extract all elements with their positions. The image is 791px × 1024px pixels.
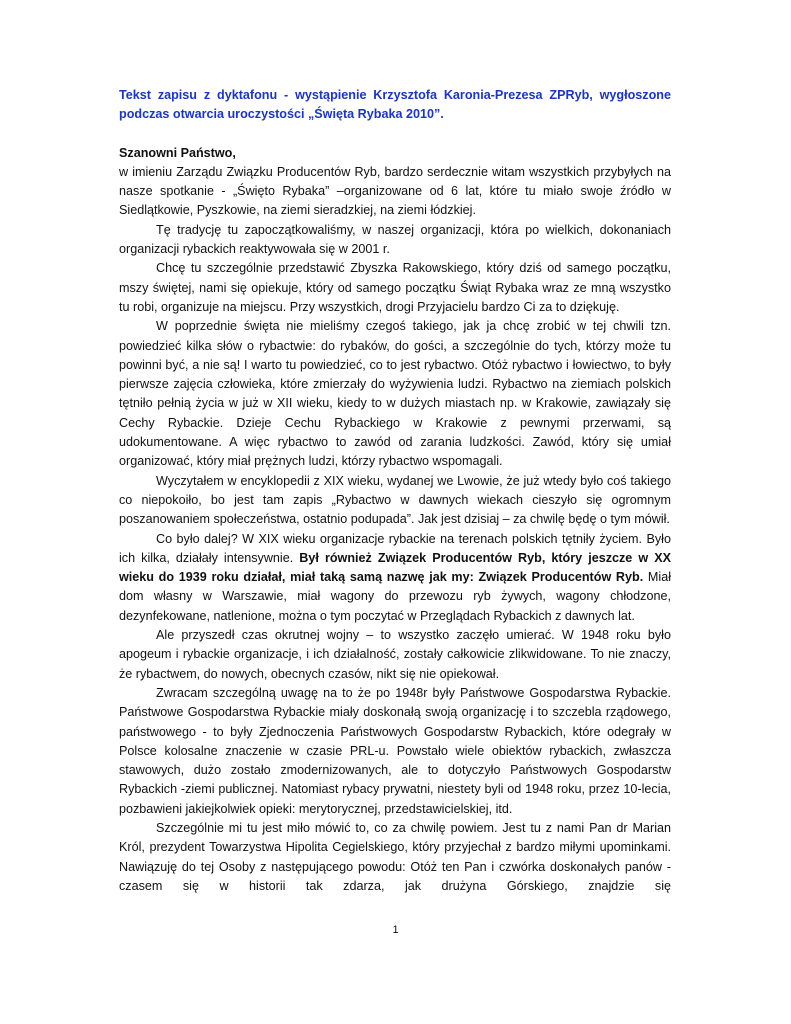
paragraph-5: Wyczytałem w encyklopedii z XIX wieku, wydanej we Lwowie, że już wtedy było coś takiego co niepokoiło, bo jest tam zapis „Rybactwo w dawnych wiekach cieszyło się ogromnym poszanowaniem społeczeństwa, ostatnio podupada”. Jak jest dzisiaj – za chwilę będę o tym mówił.: [119, 473, 671, 527]
paragraph-3: Chcę tu szczególnie przedstawić Zbyszka Rakowskiego, który dziś od samego początku, mszy świętej, nami się opiekuje, który od samego początku Świąt Rybaka wraz ze mną wszystko tu robi, organizuje na miejscu. Przy wszystkich, drogi Przyjacielu bardzo Ci za to dziękuję.: [119, 261, 671, 314]
paragraph-6-bold: Był również Związek Producentów Ryb, który jeszcze w XX wieku do 1939 roku działał, miał taką samą nazwę jak my: Związek Producentów Ryb.: [119, 550, 672, 585]
paragraph-8: Zwracam szczególną uwagę na to że po 1948r były Państwowe Gospodarstwa Rybackie. Państwowe Gospodarstwa Rybackie miały doskonałą swoją organizację i to szczebla rządowego, państwowego - to były Zjednoczenia Państwowych Gospodarstw Rybackich, które odegrały w Polsce kolosalne znaczenie w czasie PRL-u. Powstało wiele obiektów rybackich, zwłaszcza stawowych, dużo zostało zmodernizowanych, ale to dotyczyło Państwowych Gospodarstw Rybackich -ziemi publicznej. Natomiast rybacy prywatni, niestety byli od 1948 roku, przez 10-lecia, pozbawieni jakiejkolwiek opieki: merytorycznej, przedstawicielskiej, itd.: [119, 685, 671, 816]
document-title: Tekst zapisu z dyktafonu - wystąpienie Krzysztofa Karonia-Prezesa ZPRyb, wygłoszone podczas otwarcia uroczystości „Święta Rybaka 2010”.: [119, 88, 671, 122]
paragraph-1: w imieniu Zarządu Związku Producentów Ryb, bardzo serdecznie witam wszystkich przybyłych na nasze spotkanie - „Święto Rybaka” –organizowane od 6 lat, które tu miało swoje źródło w Siedlątkowie, Pyszkowie, na ziemi sieradzkiej, na ziemi łódzkiej.: [119, 164, 671, 218]
paragraph-6-start: Co było dalej? W XIX wieku organizacje rybackie na terenach polskich tętniły życiem. Było ich kilka, działały intensywnie.: [119, 531, 671, 565]
paragraph-9: Szczególnie mi tu jest miło mówić to, co za chwilę powiem. Jest tu z nami Pan dr Marian Król, prezydent Towarzystwa Hipolita Cegielskiego, który przyjechał z bardzo miłymi upominkami. Nawiązuję do tej Osoby z następującego powodu: Otóż ten Pan i czwórka doskonałych panów -czasem się w historii tak zdarza, jak drużyna Górskiego, znajdzie się: [119, 820, 671, 893]
paragraph-2: Tę tradycję tu zapoczątkowaliśmy, w naszej organizacji, która po wielkich, dokonaniach organizacji rybackich reaktywowała się w 2001 r.: [119, 222, 671, 257]
salutation: Szanowni Państwo,: [119, 145, 236, 160]
paragraph-6-end: Miał dom własny w Warszawie, miał wagony do przewozu ryb żywych, wagony chłodzone, dezynfekowane, natlenione, można o tym poczytać w Przeglądach Rybackich z dawnych lat.: [119, 570, 671, 623]
paragraph-7: Ale przyszedł czas okrutnej wojny – to wszystko zaczęło umierać. W 1948 roku było apogeum i rybackie organizacje, i ich działalność, zostały całkowicie zlikwidowane. To nie znaczy, że rybactwem, do nowych, obecnych czasów, nikt się nie opiekował.: [119, 628, 671, 681]
page-number: 1: [392, 924, 399, 936]
paragraph-4: W poprzednie święta nie mieliśmy czegoś takiego, jak ja chcę zrobić w tej chwili tzn. powiedzieć kilka słów o rybactwie: do rybaków, do gości, a szczególnie do tych, którzy może tu powinni być, a nie są! I warto tu powiedzieć, co to jest rybactwo. Otóż rybactwo i łowiectwo, to były pierwsze zajęcia człowieka, które zmierzały do wyżywienia ludzi. Rybactwo na ziemiach polskich tętniło pełnią życia w już w XII wieku, kiedy to w dużych miastach np. w Krakowie, zawiązały się Cechy Rybackie. Dzieje Cechu Rybackiego w Krakowie z pewnymi przerwami, są udokumentowane. A więc rybactwo to zawód od zarania ludzkości. Zawód, który się umiał organizować, który miał prężnych ludzi, którzy rybactwo wspomagali.: [119, 319, 671, 469]
paragraph-6: [119, 530, 671, 626]
document-body: [119, 86, 671, 896]
